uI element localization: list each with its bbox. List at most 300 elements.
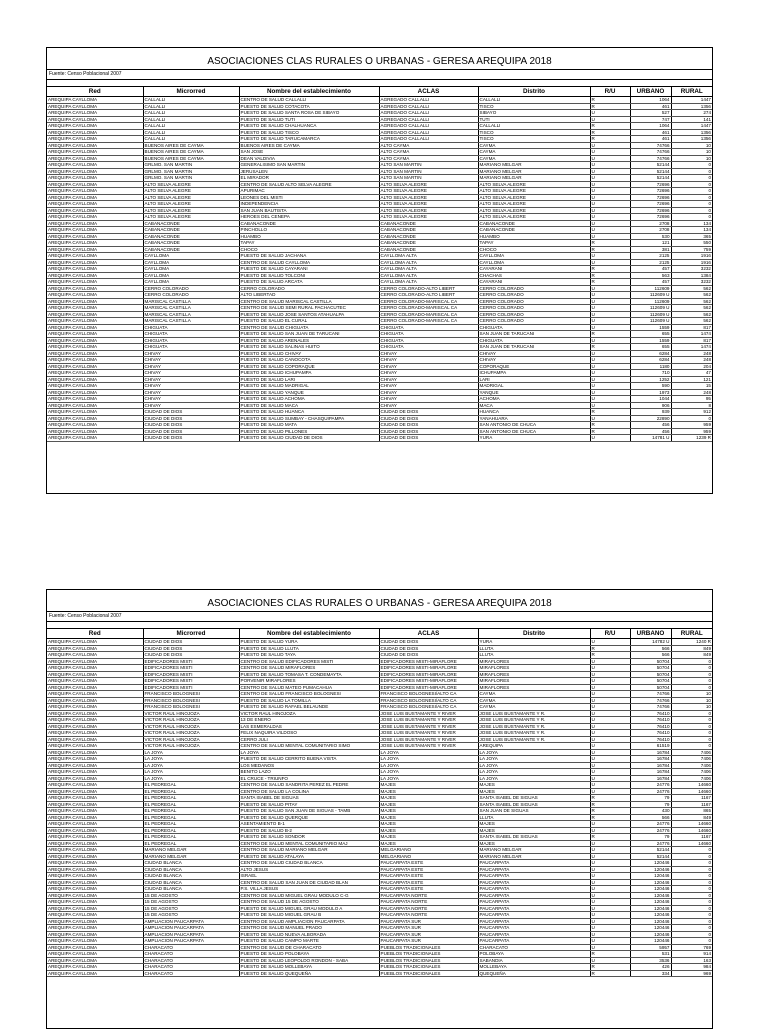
- cell-urbano: 50704: [630, 658, 671, 665]
- cell-rural: 817: [671, 337, 712, 344]
- cell-aclas: CABANACONDE: [379, 220, 478, 227]
- cell-distrito: MARIANO MELGAR: [478, 175, 590, 182]
- cell-distrito: LA JOYA: [478, 769, 590, 776]
- cell-ru: U: [590, 155, 630, 162]
- cell-aclas: EDIFICADORES MISTI-MIRAFLORE: [379, 671, 478, 678]
- cell-red: AREQUIPA CAYLLOMA: [47, 704, 143, 711]
- cell-establecimiento: PUESTO DE SALUD HUANCA: [239, 409, 379, 416]
- cell-urbano: 2708: [630, 227, 671, 234]
- cell-establecimiento: PUESTO DE SALUD RAFAEL BELAUNDE: [239, 704, 379, 711]
- cell-distrito: LLUTA: [478, 652, 590, 659]
- cell-aclas: CABANACONDE: [379, 233, 478, 240]
- cell-rural: 163: [671, 957, 712, 964]
- cell-urbano: 906: [630, 402, 671, 409]
- cell-aclas: LA JOYA: [379, 775, 478, 782]
- cell-ru: U: [590, 918, 630, 925]
- cell-establecimiento: CENTRO DE SALUD MATEO PUMACAHUA: [239, 684, 379, 691]
- cell-rural: 0: [671, 710, 712, 717]
- column-header-urbano: URBANO: [630, 87, 671, 97]
- cell-ru: U: [590, 671, 630, 678]
- cell-establecimiento: PUESTO DE SALUD MADRIGAL: [239, 383, 379, 390]
- cell-aclas: EDIFICADORES MISTI-MIRAFLORE: [379, 658, 478, 665]
- cell-ru: U: [590, 782, 630, 789]
- cell-aclas: JOSE LUIS BUSTAMANTE Y RIVER: [379, 710, 478, 717]
- cell-red: AREQUIPA CAYLLOMA: [47, 240, 143, 247]
- cell-red: AREQUIPA CAYLLOMA: [47, 710, 143, 717]
- cell-microrred: ALTO SELVA ALEGRE: [143, 181, 239, 188]
- cell-red: AREQUIPA CAYLLOMA: [47, 684, 143, 691]
- cell-rural: 7406: [671, 762, 712, 769]
- column-header-aclas: ACLAS: [379, 87, 478, 97]
- cell-establecimiento: CENTRO DE SALUD 15 DE AGOSTO: [239, 899, 379, 906]
- cell-urbano: 566: [630, 652, 671, 659]
- cell-aclas: CAYLLOMA ALTA: [379, 279, 478, 286]
- cell-microrred: CABANACONDE: [143, 240, 239, 247]
- cell-establecimiento: JERUSALEN: [239, 168, 379, 175]
- cell-distrito: MARIANO MELGAR: [478, 853, 590, 860]
- cell-urbano: 16784: [630, 762, 671, 769]
- cell-ru: U: [590, 691, 630, 698]
- cell-urbano: 461: [630, 136, 671, 143]
- cell-rural: 1356: [671, 129, 712, 136]
- cell-microrred: EDIFICADORES MISTI: [143, 671, 239, 678]
- cell-distrito: TAPAY: [478, 240, 590, 247]
- cell-urbano: 74766: [630, 142, 671, 149]
- cell-distrito: CERRO COLORADO: [478, 305, 590, 312]
- cell-establecimiento: CENTRO DE SALUD EDIFICADORES MISTI: [239, 658, 379, 665]
- cell-urbano: 120446: [630, 931, 671, 938]
- cell-rural: 0: [671, 918, 712, 925]
- cell-rural: 0: [671, 671, 712, 678]
- cell-ru: U: [590, 827, 630, 834]
- cell-urbano: 52144: [630, 847, 671, 854]
- cell-distrito: SANTA ISABEL DE SIGUAS: [478, 801, 590, 808]
- cell-urbano: 457: [630, 279, 671, 286]
- cell-rural: 274: [671, 110, 712, 117]
- cell-ru: U: [590, 376, 630, 383]
- cell-red: AREQUIPA CAYLLOMA: [47, 376, 143, 383]
- cell-red: AREQUIPA CAYLLOMA: [47, 103, 143, 110]
- cell-microrred: AMPLIACION PAUCARPATA: [143, 925, 239, 932]
- cell-red: AREQUIPA CAYLLOMA: [47, 357, 143, 364]
- cell-establecimiento: PINCHOLLO: [239, 227, 379, 234]
- cell-ru: R: [590, 123, 630, 130]
- cell-microrred: VICTOR RAUL HINOJOZA: [143, 736, 239, 743]
- cell-distrito: YURA: [478, 639, 590, 646]
- cell-microrred: CHIGUATA: [143, 337, 239, 344]
- cell-rural: 7406: [671, 769, 712, 776]
- cell-red: AREQUIPA CAYLLOMA: [47, 350, 143, 357]
- cell-urbano: 76410: [630, 736, 671, 743]
- cell-red: AREQUIPA CAYLLOMA: [47, 769, 143, 776]
- cell-rural: 0: [671, 194, 712, 201]
- cell-urbano: 120446: [630, 905, 671, 912]
- cell-distrito: SAN ANTONIO DE CHUCA: [478, 422, 590, 429]
- cell-microrred: EL PEDREGAL: [143, 788, 239, 795]
- cell-microrred: BUENOS AIRES DE CAYMA: [143, 142, 239, 149]
- cell-rural: 1240 R: [671, 639, 712, 646]
- cell-red: AREQUIPA CAYLLOMA: [47, 840, 143, 847]
- cell-rural: 1167: [671, 795, 712, 802]
- cell-microrred: EL PEDREGAL: [143, 801, 239, 808]
- header-row: [47, 629, 712, 639]
- cell-establecimiento: SAN JOSE: [239, 149, 379, 156]
- cell-aclas: ALTO CAYMA: [379, 149, 478, 156]
- cell-microrred: GRLMO. SAN MARTIN: [143, 162, 239, 169]
- cell-establecimiento: PUESTO DE SALUD QUEQUEÑA: [239, 970, 379, 977]
- column-header-ru: R/U: [590, 87, 630, 97]
- cell-distrito: LA JOYA: [478, 775, 590, 782]
- cell-ru: R: [590, 344, 630, 351]
- cell-ru: U: [590, 704, 630, 711]
- cell-ru: U: [590, 665, 630, 672]
- cell-urbano: 76410: [630, 730, 671, 737]
- cell-distrito: SANTA ISABEL DE SIGUAS: [478, 795, 590, 802]
- cell-urbano: 1973: [630, 389, 671, 396]
- cell-red: AREQUIPA CAYLLOMA: [47, 389, 143, 396]
- cell-urbano: 16784: [630, 756, 671, 763]
- cell-red: AREQUIPA CAYLLOMA: [47, 938, 143, 945]
- clas-table: [47, 87, 712, 442]
- cell-establecimiento: CABANACONDE: [239, 220, 379, 227]
- cell-ru: U: [590, 363, 630, 370]
- cell-aclas: ALTO SELVA ALEGRE: [379, 188, 478, 195]
- cell-urbano: 530: [630, 233, 671, 240]
- cell-distrito: SAN JUAN DE SIGUAS: [478, 808, 590, 815]
- cell-urbano: 2125: [630, 259, 671, 266]
- cell-distrito: JOSE LUIS BUSTAMANTE Y R.: [478, 723, 590, 730]
- cell-establecimiento: HEROES DEL CENEPA: [239, 214, 379, 221]
- cell-ru: U: [590, 402, 630, 409]
- cell-rural: 0: [671, 188, 712, 195]
- cell-red: AREQUIPA CAYLLOMA: [47, 944, 143, 951]
- cell-microrred: CIUDAD DE DIOS: [143, 639, 239, 646]
- cell-aclas: FRANCISCO BOLOGNESI/ALTO CA: [379, 704, 478, 711]
- cell-distrito: PAUCARPATA: [478, 879, 590, 886]
- table-body: [47, 639, 712, 977]
- cell-aclas: PAUCARPATA NORTE: [379, 912, 478, 919]
- cell-ru: U: [590, 227, 630, 234]
- cell-distrito: CAYARANI: [478, 279, 590, 286]
- cell-aclas: EDIFICADORES MISTI-MIRAFLORE: [379, 678, 478, 685]
- cell-urbano: 16784: [630, 749, 671, 756]
- cell-microrred: CALLALLI: [143, 129, 239, 136]
- cell-rural: 0: [671, 736, 712, 743]
- cell-ru: U: [590, 370, 630, 377]
- cell-urbano: 72696: [630, 214, 671, 221]
- cell-microrred: MARISCAL CASTILLA: [143, 318, 239, 325]
- cell-microrred: CIUDAD DE DIOS: [143, 652, 239, 659]
- cell-aclas: CIUDAD DE DIOS: [379, 652, 478, 659]
- cell-microrred: CHIGUATA: [143, 331, 239, 338]
- cell-establecimiento: PUESTO DE SALUD TARUCAMARCA: [239, 136, 379, 143]
- cell-microrred: EL PEDREGAL: [143, 814, 239, 821]
- cell-distrito: PAUCARPATA: [478, 866, 590, 873]
- cell-ru: R: [590, 795, 630, 802]
- cell-aclas: CHIVAY: [379, 376, 478, 383]
- cell-rural: 0: [671, 678, 712, 685]
- cell-microrred: ALTO SELVA ALEGRE: [143, 194, 239, 201]
- cell-aclas: CABANACONDE: [379, 246, 478, 253]
- cell-distrito: PAUCARPATA: [478, 886, 590, 893]
- cell-establecimiento: PUESTO DE SALUD TUTI: [239, 116, 379, 123]
- cell-red: AREQUIPA CAYLLOMA: [47, 214, 143, 221]
- cell-establecimiento: CENTRO DE SALUD MARIANO MELGAR: [239, 847, 379, 854]
- cell-microrred: EL PEDREGAL: [143, 821, 239, 828]
- cell-microrred: CHIVAY: [143, 383, 239, 390]
- cell-microrred: 15 DE AGOSTO: [143, 899, 239, 906]
- cell-aclas: ALTO SELVA ALEGRE: [379, 181, 478, 188]
- cell-aclas: MAJES: [379, 795, 478, 802]
- cell-distrito: CHIVAY: [478, 357, 590, 364]
- cell-distrito: PAUCARPATA: [478, 860, 590, 867]
- cell-rural: 769: [671, 944, 712, 951]
- column-header-rural: RURAL: [671, 87, 712, 97]
- cell-microrred: CHIVAY: [143, 363, 239, 370]
- cell-distrito: CAYMA: [478, 142, 590, 149]
- cell-microrred: CIUDAD BLANCA: [143, 886, 239, 893]
- cell-aclas: MAJES: [379, 840, 478, 847]
- cell-ru: R: [590, 331, 630, 338]
- cell-aclas: CIUDAD DE DIOS: [379, 639, 478, 646]
- cell-establecimiento: 13 DE ENERO: [239, 717, 379, 724]
- cell-ru: R: [590, 240, 630, 247]
- cell-ru: R: [590, 814, 630, 821]
- cell-rural: 134: [671, 227, 712, 234]
- cell-urbano: 120446: [630, 886, 671, 893]
- cell-aclas: LA JOYA: [379, 749, 478, 756]
- cell-microrred: VICTOR RAUL HINOJOZA: [143, 723, 239, 730]
- cell-distrito: MIRAFLORES: [478, 658, 590, 665]
- cell-distrito: MADRIGAL: [478, 383, 590, 390]
- cell-urbano: 120446: [630, 860, 671, 867]
- cell-rural: 10: [671, 704, 712, 711]
- cell-ru: U: [590, 292, 630, 299]
- cell-urbano: 52144: [630, 175, 671, 182]
- cell-ru: R: [590, 266, 630, 273]
- cell-microrred: VICTOR RAUL HINOJOZA: [143, 717, 239, 724]
- cell-red: AREQUIPA CAYLLOMA: [47, 899, 143, 906]
- cell-ru: U: [590, 658, 630, 665]
- cell-rural: 0: [671, 931, 712, 938]
- cell-red: AREQUIPA CAYLLOMA: [47, 749, 143, 756]
- cell-ru: U: [590, 931, 630, 938]
- cell-distrito: CERRO COLORADO: [478, 285, 590, 292]
- cell-microrred: CERRO COLORADO: [143, 292, 239, 299]
- cell-urbano: 24776: [630, 788, 671, 795]
- cell-microrred: CHARACATO: [143, 970, 239, 977]
- cell-rural: 0: [671, 684, 712, 691]
- cell-red: AREQUIPA CAYLLOMA: [47, 344, 143, 351]
- column-header-red: Red: [47, 87, 143, 97]
- cell-distrito: ALTO SELVA ALEGRE: [478, 188, 590, 195]
- cell-distrito: PAUCARPATA: [478, 925, 590, 932]
- cell-red: AREQUIPA CAYLLOMA: [47, 233, 143, 240]
- cell-rural: 0: [671, 201, 712, 208]
- cell-red: AREQUIPA CAYLLOMA: [47, 873, 143, 880]
- cell-aclas: PUEBLOS TRADICIONALES: [379, 951, 478, 958]
- cell-distrito: PAUCARPATA: [478, 938, 590, 945]
- cell-urbano: 1064: [630, 123, 671, 130]
- cell-red: AREQUIPA CAYLLOMA: [47, 866, 143, 873]
- cell-microrred: LA JOYA: [143, 756, 239, 763]
- cell-establecimiento: CENTRO DE SALUD CALLALLI: [239, 97, 379, 104]
- cell-rural: 141: [671, 116, 712, 123]
- cell-aclas: FRANCISCO BOLOGNESI/ALTO CA: [379, 697, 478, 704]
- cell-rural: 10: [671, 697, 712, 704]
- cell-aclas: CERRO COLORADO-MARISCAL CA: [379, 311, 478, 318]
- cell-establecimiento: PUESTO DE SALUD NUEVA ALBORADA: [239, 931, 379, 938]
- table-body: [47, 97, 712, 442]
- cell-urbano: 527: [630, 110, 671, 117]
- cell-establecimiento: PUESTO DE SALUD SAN JUAN DE TARUCANI: [239, 331, 379, 338]
- cell-red: AREQUIPA CAYLLOMA: [47, 298, 143, 305]
- cell-distrito: SIBAYO: [478, 110, 590, 117]
- cell-ru: R: [590, 409, 630, 416]
- cell-establecimiento: CENTRO DE SALUD ALTO SELVA ALEGRE: [239, 181, 379, 188]
- cell-microrred: CIUDAD BLANCA: [143, 860, 239, 867]
- cell-aclas: CHIVAY: [379, 402, 478, 409]
- cell-aclas: CERRO COLORADO-ALTO LIBERT: [379, 292, 478, 299]
- cell-distrito: LA JOYA: [478, 749, 590, 756]
- cell-rural: 1356: [671, 136, 712, 143]
- cell-microrred: CABANACONDE: [143, 246, 239, 253]
- cell-rural: 562: [671, 285, 712, 292]
- cell-urbano: 566: [630, 645, 671, 652]
- cell-ru: U: [590, 736, 630, 743]
- cell-distrito: TISCO: [478, 136, 590, 143]
- cell-distrito: SAN JUAN DE TARUCANI: [478, 331, 590, 338]
- cell-rural: 959: [671, 428, 712, 435]
- cell-aclas: ALTO SELVA ALEGRE: [379, 207, 478, 214]
- cell-microrred: AMPLIACION PAUCARPATA: [143, 938, 239, 945]
- cell-aclas: CABANACONDE: [379, 240, 478, 247]
- cell-establecimiento: DEAN VALDIVIA: [239, 155, 379, 162]
- cell-distrito: HUANCA: [478, 409, 590, 416]
- cell-microrred: CHARACATO: [143, 957, 239, 964]
- cell-ru: U: [590, 220, 630, 227]
- cell-urbano: 430: [630, 808, 671, 815]
- cell-red: AREQUIPA CAYLLOMA: [47, 116, 143, 123]
- cell-rural: 1916: [671, 253, 712, 260]
- cell-urbano: 50704: [630, 665, 671, 672]
- cell-microrred: CAYLLOMA: [143, 266, 239, 273]
- cell-ru: U: [590, 905, 630, 912]
- cell-establecimiento: FELIX NAQUIRA VILDOSO: [239, 730, 379, 737]
- cell-ru: R: [590, 964, 630, 971]
- cell-urbano: 52144: [630, 853, 671, 860]
- cell-aclas: CHIGUATA: [379, 337, 478, 344]
- cell-establecimiento: EL MIRADOR: [239, 175, 379, 182]
- cell-urbano: 74766: [630, 149, 671, 156]
- cell-aclas: PUEBLOS TRADICIONALES: [379, 957, 478, 964]
- cell-establecimiento: PUESTO DE SALUD ICHUPAMPA: [239, 370, 379, 377]
- cell-urbano: 939: [630, 409, 671, 416]
- cell-distrito: CAYMA: [478, 691, 590, 698]
- cell-red: AREQUIPA CAYLLOMA: [47, 970, 143, 977]
- cell-aclas: ALTO SAN MARTIN: [379, 168, 478, 175]
- cell-microrred: EL PEDREGAL: [143, 834, 239, 841]
- cell-ru: U: [590, 175, 630, 182]
- cell-ru: U: [590, 207, 630, 214]
- cell-urbano: 6284: [630, 350, 671, 357]
- cell-rural: 817: [671, 324, 712, 331]
- cell-red: AREQUIPA CAYLLOMA: [47, 853, 143, 860]
- cell-microrred: LA JOYA: [143, 775, 239, 782]
- cell-establecimiento: PUESTO DE SALUD MIGUEL GRAU B: [239, 912, 379, 919]
- cell-ru: U: [590, 853, 630, 860]
- cell-distrito: SAN JUAN DE TARUCANI: [478, 344, 590, 351]
- cell-urbano: 456: [630, 428, 671, 435]
- cell-establecimiento: GENERALISIMO SAN MARTIN: [239, 162, 379, 169]
- cell-aclas: MAJES: [379, 782, 478, 789]
- cell-aclas: CABANACONDE: [379, 227, 478, 234]
- cell-microrred: CAYLLOMA: [143, 253, 239, 260]
- cell-red: AREQUIPA CAYLLOMA: [47, 337, 143, 344]
- report-title: ASOCIACIONES CLAS RURALES O URBANAS - GERESA AREQUIPA 2018: [47, 48, 712, 70]
- cell-establecimiento: VICTOR RAUL HINOJOZA: [239, 710, 379, 717]
- cell-establecimiento: PUESTO DE SALUD SANTA ROSA DE SIBAYO: [239, 110, 379, 117]
- cell-microrred: CHIVAY: [143, 370, 239, 377]
- cell-ru: U: [590, 639, 630, 646]
- cell-distrito: ALTO SELVA ALEGRE: [478, 207, 590, 214]
- cell-rural: 0: [671, 214, 712, 221]
- cell-red: AREQUIPA CAYLLOMA: [47, 422, 143, 429]
- cell-establecimiento: SANTA ISABEL DE SIGUAS: [239, 795, 379, 802]
- cell-establecimiento: TAPAY: [239, 240, 379, 247]
- cell-aclas: PAUCARPATA ESTE: [379, 873, 478, 880]
- cell-ru: U: [590, 749, 630, 756]
- cell-distrito: CHACHAS: [478, 272, 590, 279]
- cell-distrito: CHOCO: [478, 246, 590, 253]
- cell-red: AREQUIPA CAYLLOMA: [47, 168, 143, 175]
- cell-urbano: 120446: [630, 925, 671, 932]
- cell-establecimiento: PUESTO DE SALUD ARENALES: [239, 337, 379, 344]
- cell-red: AREQUIPA CAYLLOMA: [47, 194, 143, 201]
- clas-table: [47, 629, 712, 977]
- cell-aclas: PUEBLOS TRADICIONALES: [379, 944, 478, 951]
- cell-establecimiento: PUESTO DE SALUD CIUDAD DE DIOS: [239, 435, 379, 442]
- cell-establecimiento: LAS ESMERALDAS: [239, 723, 379, 730]
- cell-establecimiento: CENTRO DE SALUD MIRAFLORES: [239, 665, 379, 672]
- cell-red: AREQUIPA CAYLLOMA: [47, 827, 143, 834]
- cell-urbano: 120446: [630, 899, 671, 906]
- cell-rural: 849: [671, 652, 712, 659]
- cell-distrito: LA JOYA: [478, 762, 590, 769]
- cell-ru: U: [590, 938, 630, 945]
- cell-urbano: 2708: [630, 220, 671, 227]
- cell-rural: 121: [671, 376, 712, 383]
- cell-aclas: LA JOYA: [379, 769, 478, 776]
- cell-ru: U: [590, 142, 630, 149]
- cell-microrred: EDIFICADORES MISTI: [143, 658, 239, 665]
- cell-establecimiento: CENTRO DE SALUD DE CHARACATO: [239, 944, 379, 951]
- cell-ru: U: [590, 194, 630, 201]
- cell-ru: U: [590, 201, 630, 208]
- cell-aclas: CIUDAD DE DIOS: [379, 422, 478, 429]
- cell-aclas: CAYLLOMA ALTA: [379, 259, 478, 266]
- cell-aclas: PAUCARPATA ESTE: [379, 879, 478, 886]
- cell-microrred: FRANCISCO BOLOGNESI: [143, 691, 239, 698]
- cell-rural: 562: [671, 311, 712, 318]
- cell-ru: U: [590, 697, 630, 704]
- cell-urbano: 710: [630, 370, 671, 377]
- cell-rural: 0: [671, 853, 712, 860]
- cell-urbano: 79: [630, 801, 671, 808]
- cell-ru: U: [590, 181, 630, 188]
- cell-establecimiento: ALTO JESUS: [239, 866, 379, 873]
- cell-urbano: 1044: [630, 396, 671, 403]
